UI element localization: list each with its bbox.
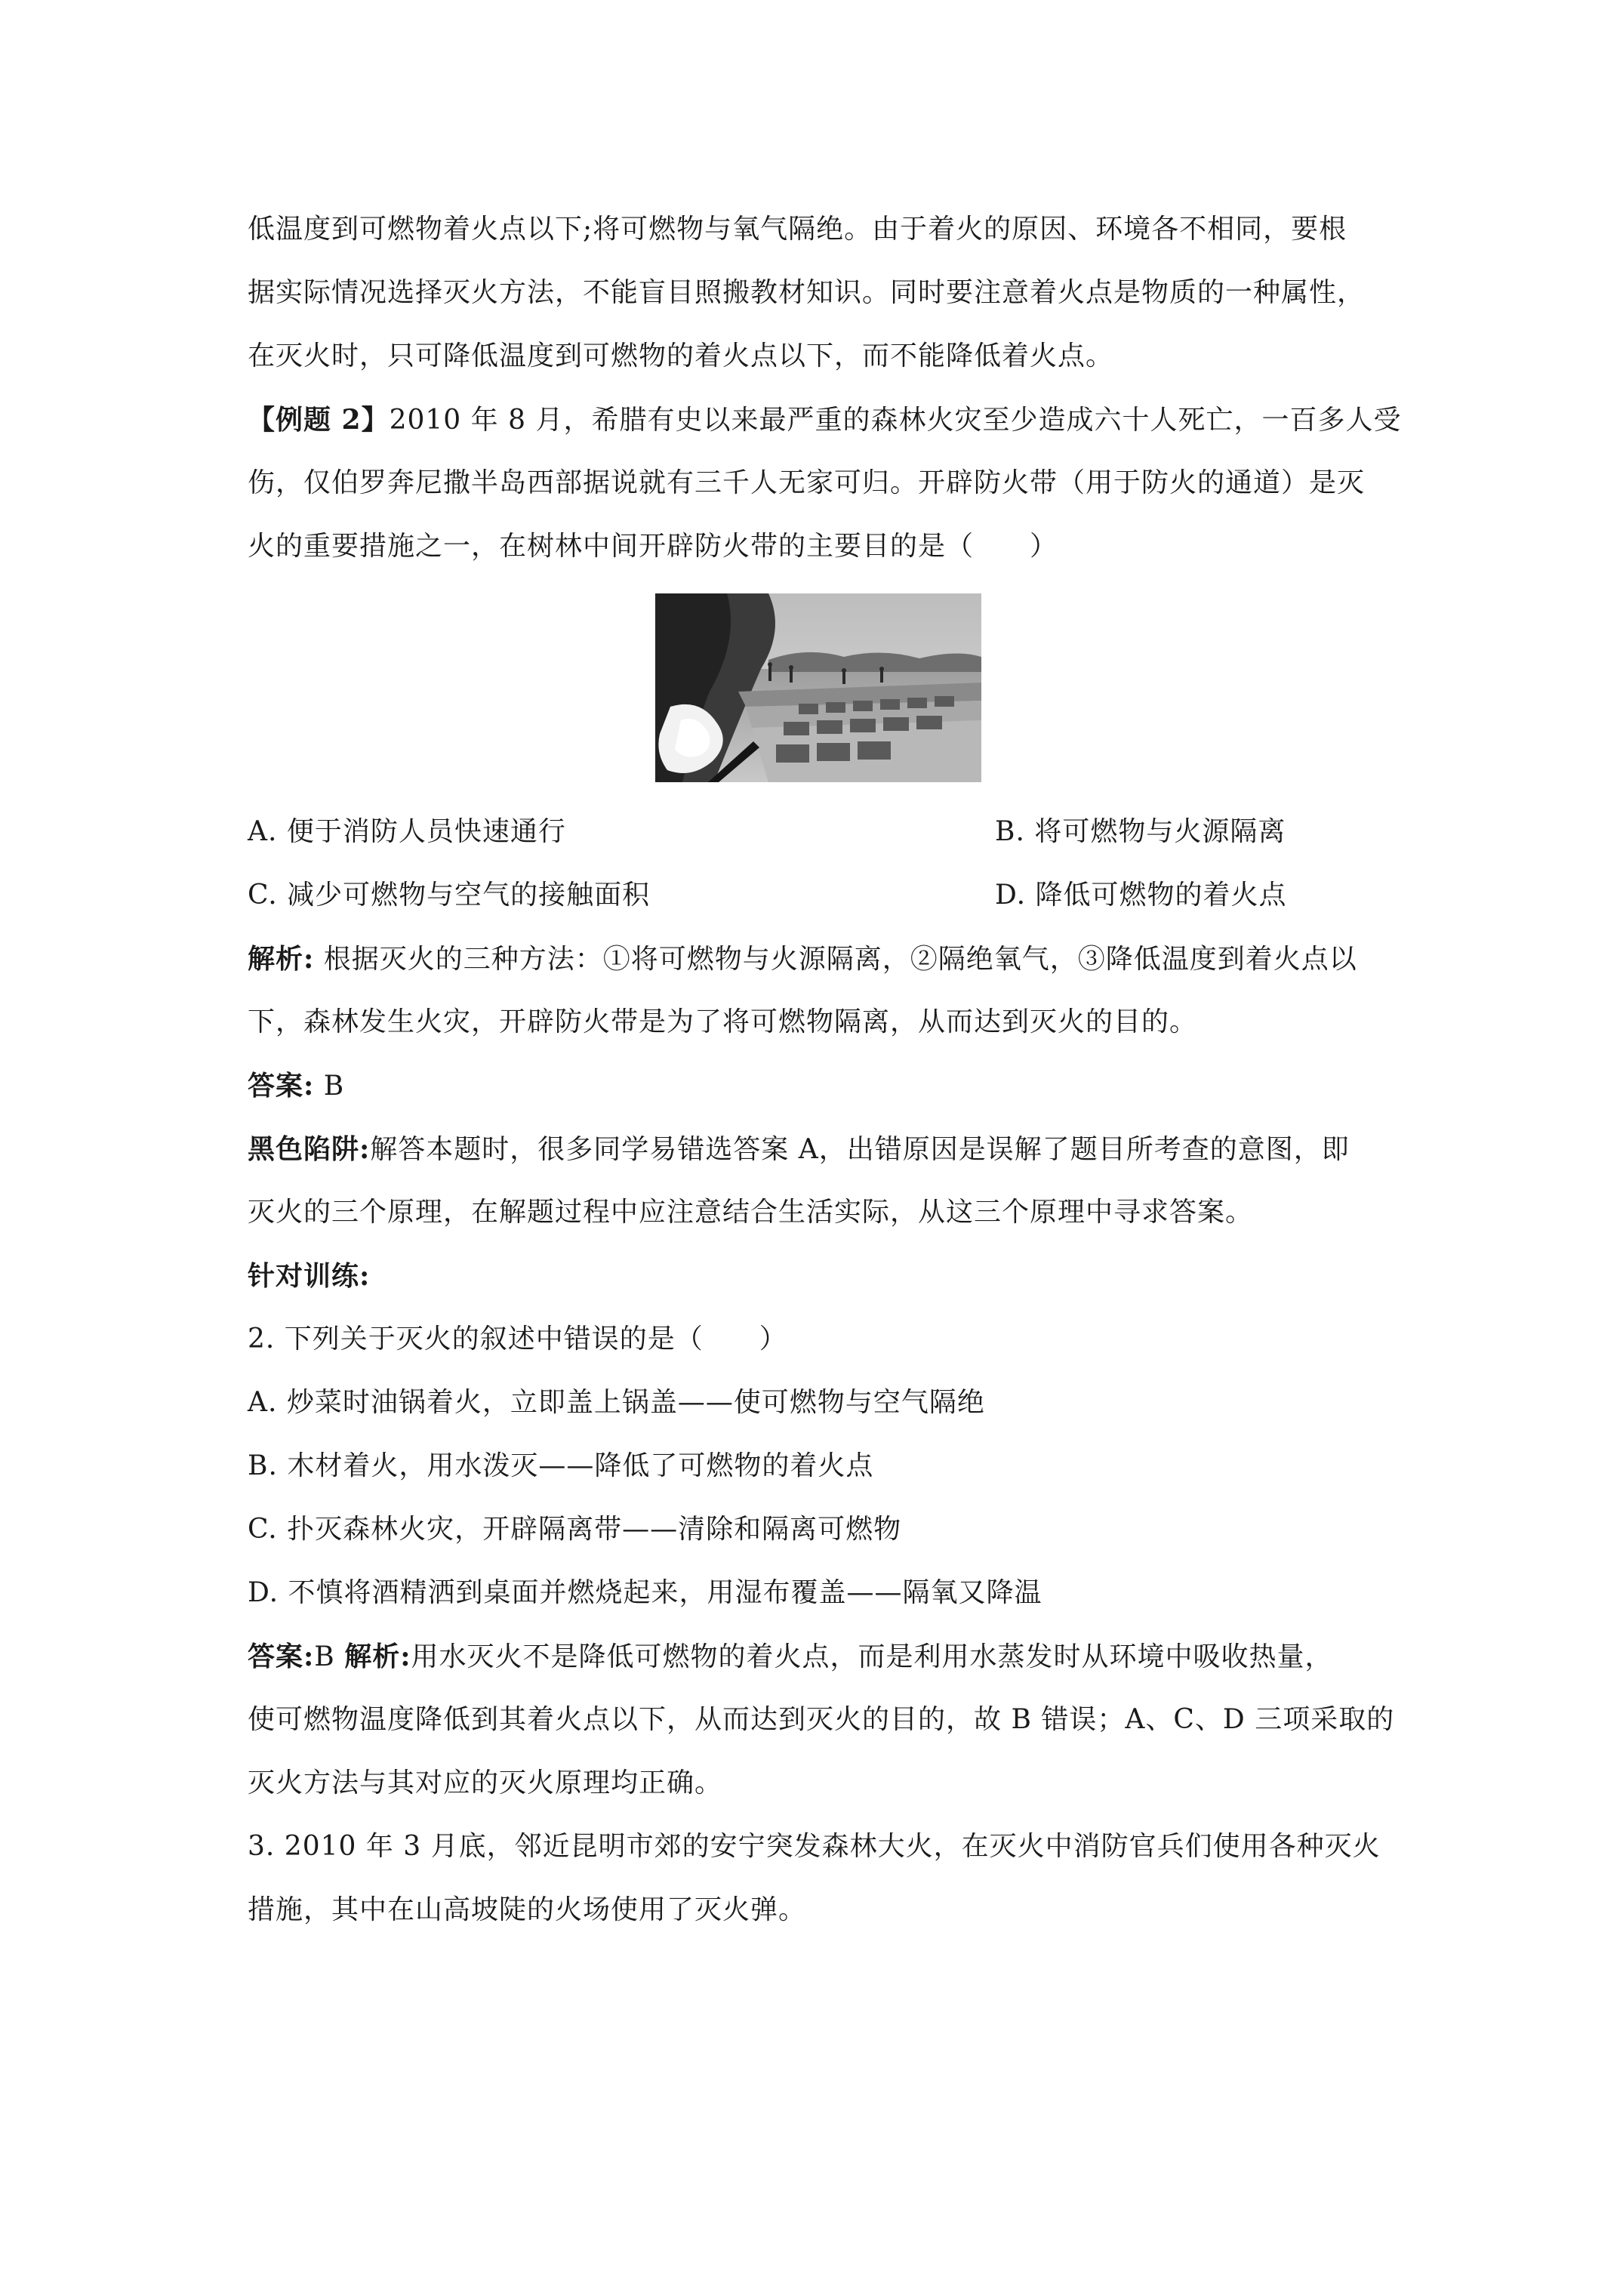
answer-line bbox=[248, 1068, 1387, 1105]
question-3-line: 3. 2010 年 3 月底，邻近昆明市郊的安宁突发森林大火，在灭火中消防官兵们使用各种灭火 bbox=[248, 1831, 1381, 1862]
question-2-option: D. 不慎将酒精洒到桌面并燃烧起来，用湿布覆盖——隔氧又降温 bbox=[248, 1577, 1042, 1608]
analysis-line: 下，森林发生火灾，开辟防火带是为了将可燃物隔离，从而达到灭火的目的。 bbox=[248, 1006, 1198, 1037]
analysis-label: 解析: bbox=[344, 1641, 411, 1672]
training-heading: 针对训练: bbox=[248, 1260, 371, 1292]
question-2-option: C. 扑灭森林火灾，开辟隔离带——清除和隔离可燃物 bbox=[248, 1514, 902, 1545]
question-3-line: 措施，其中在山高坡陡的火场使用了灭火弹。 bbox=[248, 1894, 807, 1925]
paragraph-line: 据实际情况选择灭火方法，不能盲目照搬教材知识。同时要注意着火点是物质的一种属性， bbox=[248, 277, 1366, 308]
question-2-analysis-line: 使可燃物温度降低到其着火点以下，从而达到灭火的目的，故 B 错误；A、C、D 三项采取的 bbox=[248, 1704, 1395, 1735]
question-2-analysis-line: 灭火方法与其对应的灭火原理均正确。 bbox=[248, 1767, 723, 1798]
analysis-line bbox=[248, 941, 1387, 978]
question-2-option: A. 炒菜时油锅着火，立即盖上锅盖——使可燃物与空气隔绝 bbox=[248, 1387, 985, 1418]
paragraph-line: 低温度到可燃物着火点以下;将可燃物与氧气隔绝。由于着火的原因、环境各不相同，要根 bbox=[248, 214, 1347, 245]
example-2-line: 伤，仅伯罗奔尼撒半岛西部据说就有三千人无家可归。开辟防火带（用于防火的通道）是灭 bbox=[248, 467, 1366, 498]
forest-firebreak-photo bbox=[655, 593, 981, 782]
question-2-answer-line bbox=[248, 1638, 1387, 1675]
option-a: A. 便于消防人员快速通行 bbox=[248, 816, 566, 847]
answer-value: B bbox=[314, 1071, 345, 1102]
answer-label: 答案: bbox=[248, 1641, 315, 1672]
example-2-text: 2010 年 8 月，希腊有史以来最严重的森林火灾至少造成六十人死亡，一百多人受 bbox=[389, 405, 1402, 436]
example-2-line: 火的重要措施之一，在树林中间开辟防火带的主要目的是（ ） bbox=[248, 531, 1058, 562]
trap-label: 黑色陷阱: bbox=[248, 1133, 371, 1165]
analysis-label: 解析: bbox=[248, 943, 315, 975]
option-b: B. 将可燃物与火源隔离 bbox=[995, 816, 1286, 847]
trap-text: 解答本题时，很多同学易错选答案 A，出错原因是误解了题目所考查的意图，即 bbox=[370, 1134, 1350, 1165]
answer-value: B bbox=[314, 1641, 345, 1672]
option-c: C. 减少可燃物与空气的接触面积 bbox=[248, 880, 651, 911]
example-2-label: 【例题 2】 bbox=[248, 404, 390, 436]
analysis-text: 根据灭火的三种方法：①将可燃物与火源隔离，②隔绝氧气，③降低温度到着火点以 bbox=[314, 944, 1357, 975]
trap-line bbox=[248, 1131, 1387, 1168]
answer-label: 答案: bbox=[248, 1070, 315, 1102]
option-d: D. 降低可燃物的着火点 bbox=[995, 880, 1287, 911]
trap-line: 灭火的三个原理，在解题过程中应注意结合生活实际，从这三个原理中寻求答案。 bbox=[248, 1197, 1254, 1228]
example-2-line bbox=[248, 402, 1402, 439]
paragraph-line: 在灭火时，只可降低温度到可燃物的着火点以下，而不能降低着火点。 bbox=[248, 341, 1114, 371]
analysis-text: 用水灭火不是降低可燃物的着火点，而是利用水蒸发时从环境中吸收热量， bbox=[411, 1641, 1333, 1672]
question-2-stem: 2. 下列关于灭火的叙述中错误的是（ ） bbox=[248, 1324, 787, 1354]
question-2-option: B. 木材着火，用水泼灭——降低了可燃物的着火点 bbox=[248, 1450, 874, 1481]
